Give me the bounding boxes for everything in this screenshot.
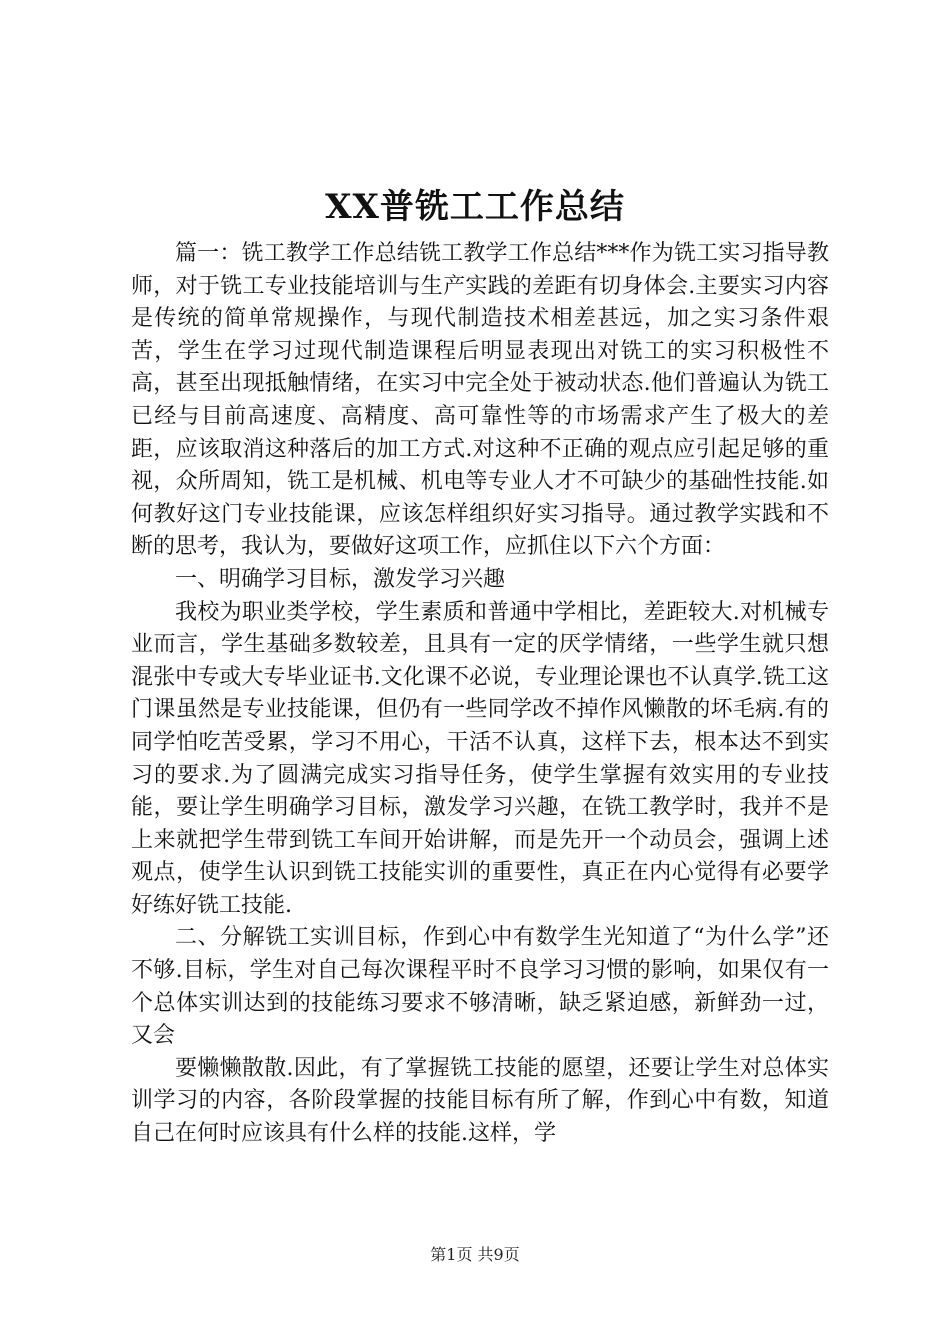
page-number-footer: 第1页 共9页 (430, 1245, 520, 1264)
document-body (131, 238, 829, 1151)
paragraph-intro: 篇一：铣工教学工作总结铣工教学工作总结***作为铣工实习指导教师，对于铣工专业技能培训与生产实践的差距有切身体会.主要实习内容是传统的简单常规操作，与现代制造技术相差甚远，加之实习条件艰苦，学生在学习过现代制造课程后明显表现出对铣工的实习积极性不高，甚至出现抵触情绪，在实习中完全处于被动状态.他们普遍认为铣工已经与目前高速度、高精度、高可靠性等的市场需求产生了极大的差距，应该取消这种落后的加工方式.对这种不正确的观点应引起足够的重视，众所周知，铣工是机械、机电等专业人才不可缺少的基础性技能.如何教好这门专业技能课，应该怎样组织好实习指导。通过教学实践和不断的思考，我认为，要做好这项工作，应抓住以下六个方面： (131, 241, 829, 560)
paragraph-section-2: 二、分解铣工实训目标，作到心中有数学生光知道了“为什么学”还不够.目标，学生对自己每次课程平时不良学习习惯的影响，如果仅有一个总体实训达到的技能练习要求不够清晰，缺乏紧迫感，新鲜劲一过，又会 (131, 925, 829, 1049)
document-title: XX普铣工工作总结 (325, 187, 625, 227)
paragraph-continued: 要懒懒散散.因此，有了掌握铣工技能的愿望，还要让学生对总体实训学习的内容，各阶段掌握的技能目标有所了解，作到心中有数，知道自己在何时应该具有什么样的技能.这样，学 (131, 1055, 829, 1147)
section-heading-1: 一、明确学习目标，激发学习兴趣 (175, 566, 506, 592)
paragraph-section-1: 我校为职业类学校，学生素质和普通中学相比，差距较大.对机械专业而言，学生基础多数较差，且具有一定的厌学情绪，一些学生就只想混张中专或大专毕业证书.文化课不必说，专业理论课也不认真学.铣工这门课虽然是专业技能课，但仍有一些同学改不掉作风懒散的坏毛病.有的同学怕吃苦受累，学习不用心，干活不认真，这样下去，根本达不到实习的要求.为了圆满完成实习指导任务，使学生掌握有效实用的专业技能，要让学生明确学习目标，激发学习兴趣，在铣工教学时，我并不是上来就把学生带到铣工车间开始讲解，而是先开一个动员会，强调上述观点，使学生认识到铣工技能实训的重要性，真正在内心觉得有必要学好练好铣工技能. (131, 599, 829, 918)
